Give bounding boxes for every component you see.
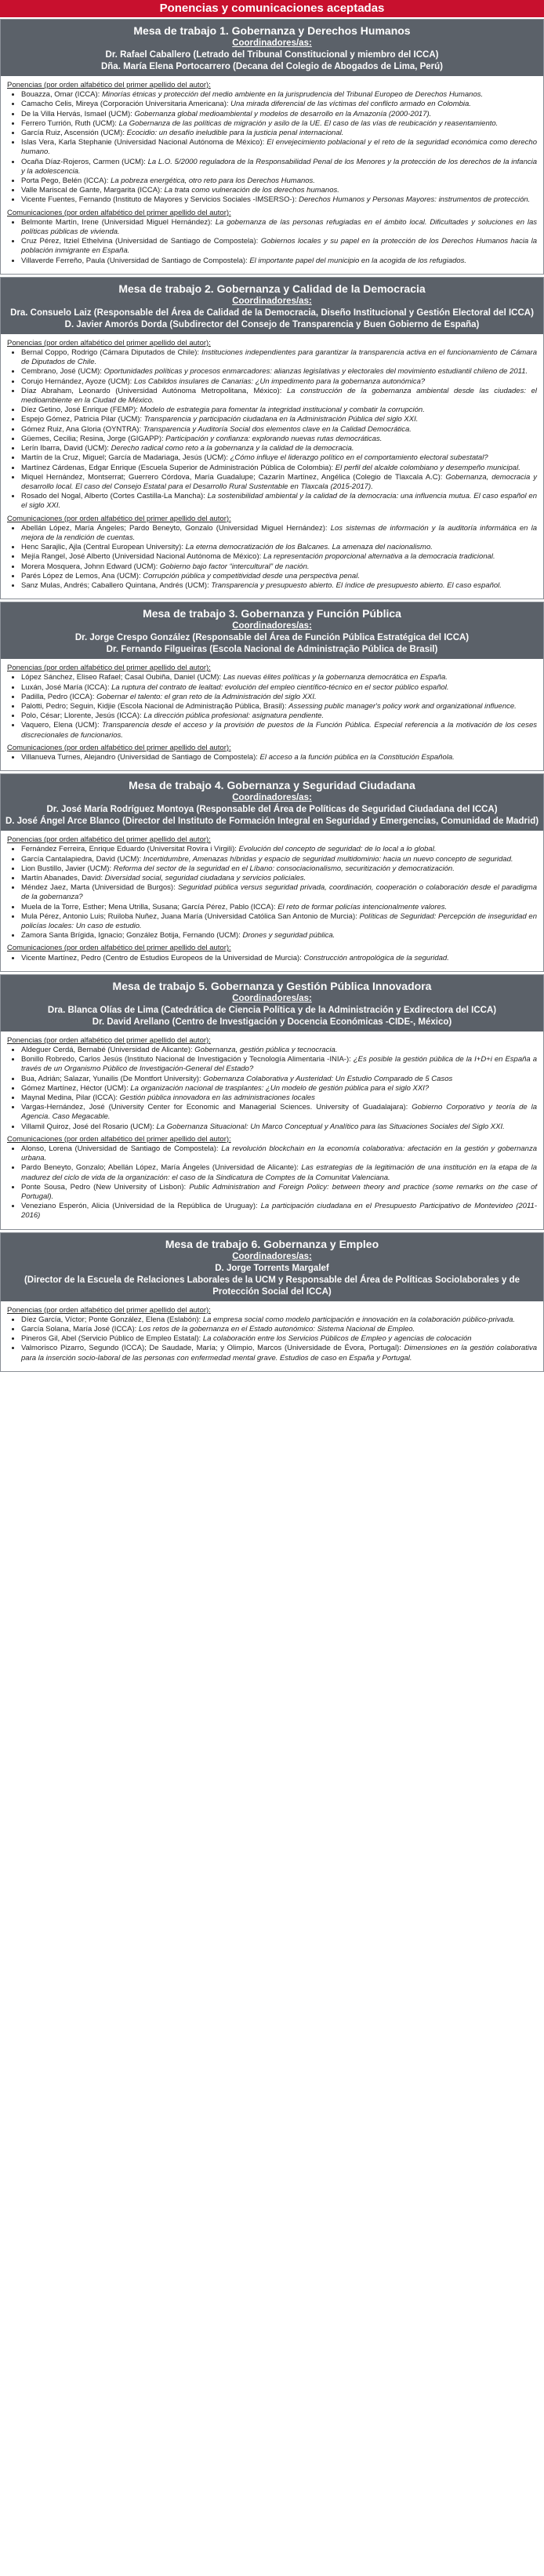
list-item xyxy=(21,158,537,176)
entry-author: Ponte Sousa, Pedro (New University of Lisbon): xyxy=(21,1182,190,1192)
entry-author: Villaverde Ferreño, Paula (Universidad de Santiago de Compostela): xyxy=(21,256,250,265)
ponencias-list xyxy=(7,348,537,511)
entry-author: Mula Pérez, Antonio Luis; Ruiloba Nuñez, Juana María (Universidad Católica San Antonio de Murcia): xyxy=(21,911,360,921)
list-item xyxy=(21,1103,537,1122)
list-item xyxy=(21,367,537,377)
list-item xyxy=(21,721,537,740)
entry-title: Una mirada diferencial de las víctimas del conflicto armado en Colombia. xyxy=(230,100,471,109)
section-header xyxy=(1,774,543,831)
list-item xyxy=(21,543,537,552)
list-item xyxy=(21,1055,537,1074)
list-item xyxy=(21,864,537,874)
list-item xyxy=(21,1334,537,1344)
entry-title: Gobernar el talento: el gran reto de la Administración del siglo XXI. xyxy=(96,692,317,701)
entry-author: García Cantalapiedra, David (UCM): xyxy=(21,854,143,864)
list-item xyxy=(21,1202,537,1221)
entry-title: ¿Es posible la gestión pública de la I+D+i en España a través de un Organismo Público de Investigación-General del Estado? xyxy=(21,1055,537,1074)
entry-author: Cembrano, José (UCM): xyxy=(21,367,104,377)
entry-title: Derecho radical como reto a la gobernanza y la calidad de la democracia. xyxy=(111,444,354,453)
entry-title: El acceso a la función pública en la Constitución Española. xyxy=(259,752,455,762)
comunicaciones-list xyxy=(7,218,537,266)
entry-title: La empresa social como modelo participación e innovación en la colaboración público-privada. xyxy=(202,1315,515,1324)
coordinator: D. Jorge Torrents Margalef xyxy=(215,1263,329,1273)
list-item xyxy=(21,562,537,572)
entry-author: Padilla, Pedro (ICCA): xyxy=(21,692,97,701)
entry-title: Corrupción pública y competitividad desde una perspectiva penal. xyxy=(143,571,360,580)
section-body xyxy=(1,659,543,770)
list-item xyxy=(21,1144,537,1163)
list-item xyxy=(21,912,537,931)
entry-title: Transparencia desde el acceso y la provisión de puestos de la Función Pública. Especial referencia a la motivación de los ceses discrecionales de funcionarios. xyxy=(21,721,537,740)
coordinators-label: Coordinadores/as: xyxy=(232,793,312,803)
entry-author: Gómez Martínez, Héctor (UCM): xyxy=(21,1083,131,1093)
ponencias-label: Ponencias (por orden alfabético del primer apellido del autor): xyxy=(7,1305,211,1315)
ponencias-label: Ponencias (por orden alfabético del primer apellido del autor): xyxy=(7,1035,211,1045)
entry-title: La L.O. 5/2000 reguladora de la Responsabilidad Penal de los Menores y la protección de los derechos de la infancia y la adolescencia. xyxy=(21,157,538,176)
entry-title: Seguridad pública versus seguridad privada, coordinación, cooperación o colaboración desde el paradigma de la gobernanza? xyxy=(21,883,537,902)
section-mesa-6 xyxy=(0,1232,544,1372)
entry-title: Los retos de la gobernanza en el Estado autonómico: Sistema Nacional de Empleo. xyxy=(138,1325,415,1334)
section-title: Mesa de trabajo 6. Gobernanza y Empleo xyxy=(165,1237,379,1250)
entry-author: Vicente Fuentes, Fernando (Instituto de Mayores y Servicios Sociales -IMSERSO-): xyxy=(21,195,299,205)
entry-title: Las nuevas élites políticas y la gobernanza democrática en España. xyxy=(223,673,448,682)
entry-author: Bua, Adrián; Salazar, Yunailis (De Montfort University): xyxy=(21,1074,204,1083)
entry-author: Pineros Gil, Abel (Servicio Público de Empleo Estatal): xyxy=(21,1334,203,1344)
section-body xyxy=(1,831,543,971)
entry-title: Los sistemas de información y la auditoría informática en la mejora de la rendición de cuentas. xyxy=(21,523,538,542)
entry-title: Reforma del sector de la seguridad en el Líbano: consociacionalismo, securitización y democratización. xyxy=(113,864,455,873)
entry-title: Gobernanza, gestión pública y tecnocracia. xyxy=(194,1046,338,1055)
list-item xyxy=(21,1325,537,1334)
coordinators-label: Coordinadores/as: xyxy=(232,1251,312,1261)
entry-title: El importante papel del municipio en la acogida de los refugiados. xyxy=(249,256,467,265)
entry-title: Drones y seguridad pública. xyxy=(242,931,335,941)
entry-author: Sanz Mulas, Andrés; Caballero Quintana, Andrés (UCM): xyxy=(21,580,212,590)
list-item xyxy=(21,1183,537,1202)
entry-title: Construcción antropológica de la seguridad. xyxy=(303,953,449,962)
entry-title: Participación y confianza: explorando nuevas rutas democráticas. xyxy=(165,434,383,443)
coordinator: Dr. José María Rodríguez Montoya (Responsable del Área de Políticas de Seguridad Ciudadana del ICCA) xyxy=(46,805,498,815)
coordinators-label: Coordinadores/as: xyxy=(232,38,312,48)
section-mesa-4 xyxy=(0,773,544,972)
entry-author: De la Villa Hervás, Ismael (UCM): xyxy=(21,109,135,118)
entry-author: Cruz Pérez, Itziel Ethelvina (Universidad de Santiago de Compostela): xyxy=(21,237,261,246)
section-body xyxy=(1,76,543,274)
entry-author: Mejía Rangel, José Alberto (Universidad Nacional Autónoma de México): xyxy=(21,552,263,562)
entry-title: Gobernanza Colaborativa y Austeridad: Un Estudio Comparado de 5 Casos xyxy=(203,1074,453,1083)
comunicaciones-list xyxy=(7,753,537,762)
entry-author: Abellán López, María Ángeles; Pardo Beneyto, Gonzalo (Universidad Miguel Hernández): xyxy=(21,523,331,533)
entry-author: Martín Abanades, David: xyxy=(21,873,105,882)
entry-title: Gobierno Corporativo y teoría de la Agencia. Caso Megacable. xyxy=(21,1103,538,1122)
entry-title: Transparencia y presupuesto abierto. El índice de presupuesto abierto. El caso español. xyxy=(211,580,502,590)
comunicaciones-list xyxy=(7,1144,537,1221)
ponencias-label: Ponencias (por orden alfabético del primer apellido del autor): xyxy=(7,338,211,347)
entry-title: La Gobernanza de las políticas de migración y asilo de la UE. El caso de las vías de reubicación y reasentamiento. xyxy=(118,118,499,128)
entry-title: La gobernanza de las personas refugiadas en el ámbito local. Dificultades y soluciones en las políticas públicas de vivienda. xyxy=(21,217,537,237)
list-item xyxy=(21,1315,537,1325)
entry-author: Bonillo Robredo, Carlos Jesús (Instituto Nacional de Investigación y Tecnología Alimentaria -INIA-): xyxy=(21,1055,354,1064)
entry-title: La revolución blockchain en la economía colaborativa: afectación en la gestión y gobernanza urbana. xyxy=(21,1144,538,1163)
list-item xyxy=(21,473,537,492)
entry-author: Ocaña Díaz-Rojeros, Carmen (UCM): xyxy=(21,157,148,166)
comunicaciones-label: Comunicaciones (por orden alfabético del primer apellido del autor): xyxy=(7,514,231,523)
entry-author: Muela de la Torre, Esther; Mena Utrilla, Susana; García Pérez, Pablo (ICCA): xyxy=(21,902,278,911)
list-item xyxy=(21,711,537,721)
coordinator: Dña. María Elena Portocarrero (Decana del Colegio de Abogados de Lima, Perú) xyxy=(100,62,444,71)
list-item xyxy=(21,753,537,762)
entry-author: Vaquero, Elena (UCM): xyxy=(21,721,102,730)
list-item xyxy=(21,572,537,581)
list-item xyxy=(21,186,537,195)
list-item xyxy=(21,129,537,138)
entry-author: Lion Bustillo, Javier (UCM): xyxy=(21,864,114,873)
entry-title: Políticas de Seguridad: Percepción de inseguridad en policías locales: Un caso de estudio. xyxy=(21,911,537,930)
entry-author: Gómez Ruiz, Ana Gloria (OYNTRA): xyxy=(21,424,143,434)
entry-title: La participación ciudadana en el Presupuesto Participativo de Montevideo (2011-2016) xyxy=(21,1202,537,1221)
list-item xyxy=(21,524,537,543)
coordinator: D. Javier Amorós Dorda (Subdirector del Consejo de Transparencia y Buen Gobierno de España) xyxy=(64,319,480,329)
entry-title: Transparencia y participación ciudadana en la Administración Pública del siglo XXI. xyxy=(143,415,419,424)
list-item xyxy=(21,1122,537,1132)
entry-title: Transparencia y Auditoría Social dos elementos clave en la Calidad Democrática. xyxy=(143,424,412,434)
entry-title: Gobernanza global medioambiental y modelos de desarrollo en la Amazonía (2000-2017). xyxy=(134,109,432,118)
list-item xyxy=(21,453,537,463)
entry-author: Güemes, Cecilia; Resina, Jorge (GIGAPP): xyxy=(21,434,166,443)
coordinator: Dra. Consuelo Laiz (Responsable del Área de Calidad de la Democracia, Diseño Institucional y Gestión Electoral del ICCA) xyxy=(10,307,534,318)
entry-author: Bernal Coppo, Rodrigo (Cámara Diputados de Chile): xyxy=(21,348,202,358)
entry-title: La pobreza energética, otro reto para los Derechos Humanos. xyxy=(111,176,315,186)
entry-author: Valle Mariscal de Gante, Margarita (ICCA): xyxy=(21,186,165,195)
list-item xyxy=(21,464,537,473)
entry-title: La Gobernanza Situacional: Un Marco Conceptual y Analítico para las Situaciones Sociales del Siglo XXI. xyxy=(156,1122,505,1131)
list-item xyxy=(21,406,537,415)
list-item xyxy=(21,387,537,406)
list-item xyxy=(21,195,537,205)
ponencias-list xyxy=(7,90,537,205)
entry-title: La trata como vulneración de los derechos humanos. xyxy=(164,186,339,195)
section-mesa-5 xyxy=(0,974,544,1230)
section-body xyxy=(1,334,543,599)
list-item xyxy=(21,492,537,511)
section-header xyxy=(1,278,543,334)
list-item xyxy=(21,237,537,256)
ponencias-label: Ponencias (por orden alfabético del primer apellido del autor): xyxy=(7,81,211,89)
ponencias-list xyxy=(7,673,537,740)
entry-title: Oportunidades políticas y procesos enmarcadores: alianzas legislativas y electorales del movimiento estudiantil chileno de 2011. xyxy=(103,367,528,377)
list-item xyxy=(21,883,537,902)
list-item xyxy=(21,444,537,453)
section-header xyxy=(1,20,543,76)
entry-author: Rosado del Nogal, Alberto (Cortes Castilla-La Mancha): xyxy=(21,492,208,501)
entry-title: Assessing public manager's policy work and organizational influence. xyxy=(288,701,517,711)
list-item xyxy=(21,673,537,682)
list-item xyxy=(21,903,537,912)
list-item xyxy=(21,1093,537,1103)
section-title: Mesa de trabajo 4. Gobernanza y Seguridad Ciudadana xyxy=(129,779,415,792)
list-item xyxy=(21,415,537,424)
coordinator: Dr. David Arellano (Centro de Investigación y Docencia Económicas -CIDE-, México) xyxy=(92,1017,452,1027)
list-item xyxy=(21,176,537,186)
entry-title: Gobernanza, democracia y desarrollo local. El caso del Consejo Estatal para el Desarrollo Rural Sustentable en Tlaxcala (2015-2017). xyxy=(21,472,537,491)
coordinator: Dra. Blanca Olías de Lima (Catedrática de Ciencia Política y de la Administración y Exdirectora del ICCA) xyxy=(47,1005,497,1015)
section-body xyxy=(1,1031,543,1229)
list-item xyxy=(21,683,537,693)
entry-title: Derechos Humanos y Personas Mayores: instrumentos de protección. xyxy=(299,195,531,205)
list-item xyxy=(21,1344,537,1363)
list-item xyxy=(21,100,537,109)
entry-author: Veneziano Esperón, Alicia (Universidad de la República de Uruguay): xyxy=(21,1202,261,1211)
section-body xyxy=(1,1301,543,1371)
entry-title: Minorías étnicas y protección del medio ambiente en la jurisprudencia del Tribunal Europeo de Derechos Humanos. xyxy=(101,90,484,100)
entry-title: Los Cabildos insulares de Canarias: ¿Un impedimento para la gobernanza autonómica? xyxy=(133,377,426,386)
entry-author: Islas Vera, Karla Stephanie (Universidad Nacional Autónoma de México): xyxy=(21,138,267,147)
comunicaciones-list xyxy=(7,524,537,591)
entry-title: La eterna democratización de los Balcanes. La amenaza del nacionalismo. xyxy=(185,543,433,552)
entry-author: Morera Mosquera, Johnn Edward (UCM): xyxy=(21,562,160,571)
list-item xyxy=(21,90,537,100)
entry-author: Henc Sarajlic, Ajla (Central European University): xyxy=(21,543,186,552)
section-header xyxy=(1,1233,543,1301)
section-mesa-3 xyxy=(0,602,544,771)
entry-title: La construcción de la gobernanza ambiental desde las ciudades: el medioambiente en la Ciudad de México. xyxy=(21,386,537,406)
entry-author: Vargas-Hernández, José (University Center for Economic and Managerial Sciences. University of Guadalajara): xyxy=(21,1103,412,1112)
ponencias-list xyxy=(7,1046,537,1132)
list-item xyxy=(21,110,537,119)
coordinator: (Director de la Escuela de Relaciones Laborales de la UCM y Responsable del Área de Políticas Sociolaborales y de Protección Social del ICCA) xyxy=(24,1275,520,1297)
entry-author: Villanueva Turnes, Alejandro (Universidad de Santiago de Compostela): xyxy=(21,752,260,762)
entry-author: Valmorisco Pizarro, Segundo (ICCA); De Saudade, María; y Olimpio, Marcos (Universidade de Évora, Portugal): xyxy=(21,1344,404,1353)
entry-author: Lerín Ibarra, David (UCM): xyxy=(21,444,111,453)
ponencias-list xyxy=(7,1315,537,1363)
entry-title: El perfil del alcalde colombiano y desempeño municipal. xyxy=(335,463,520,472)
entry-author: García Ruiz, Ascensión (UCM): xyxy=(21,129,127,138)
entry-title: La representación proporcional alternativa a la democracia tradicional. xyxy=(263,552,495,562)
entry-author: Zamora Santa Brígida, Ignacio; González Botija, Fernando (UCM): xyxy=(21,931,243,941)
entry-title: El reto de formar policías intencionalmente valores. xyxy=(277,902,448,911)
list-item xyxy=(21,931,537,941)
coordinator: Dr. Rafael Caballero (Letrado del Tribunal Constitucional y miembro del ICCA) xyxy=(105,50,439,60)
comunicaciones-label: Comunicaciones (por orden alfabético del primer apellido del autor): xyxy=(7,208,231,217)
list-item xyxy=(21,1075,537,1084)
entry-title: La ruptura del contrato de lealtad: evolución del empleo científico-técnico en el sector público español. xyxy=(111,682,449,692)
comunicaciones-label: Comunicaciones (por orden alfabético del primer apellido del autor): xyxy=(7,944,231,953)
entry-author: Díaz Abraham, Leonardo (Universidad Autónoma Metropolitana, México): xyxy=(21,386,287,395)
entry-title: La colaboración entre los Servicios Públicos de Empleo y agencias de colocación xyxy=(202,1334,472,1344)
list-item xyxy=(21,119,537,129)
entry-author: Belmonte Martín, Irene (Universidad Miguel Hernández): xyxy=(21,217,216,227)
section-title: Mesa de trabajo 1. Gobernanza y Derechos Humanos xyxy=(133,24,411,37)
section-header xyxy=(1,975,543,1031)
entry-title: ¿Cómo influye el liderazgo político en el comportamiento electoral subestatal? xyxy=(230,453,488,463)
entry-author: Díez García, Víctor; Ponte González, Elena (Eslabón): xyxy=(21,1315,203,1324)
coordinators-label: Coordinadores/as: xyxy=(232,621,312,631)
entry-author: Martínez Cárdenas, Edgar Enrique (Escuela Superior de Administración Pública de Colombia): xyxy=(21,463,335,472)
entry-title: La dirección pública profesional: asignatura pendiente. xyxy=(143,711,325,721)
entry-title: El envejecimiento poblacional y el reto de la seguridad económica como derecho humano. xyxy=(21,138,537,157)
list-item xyxy=(21,1084,537,1093)
coordinators-label: Coordinadores/as: xyxy=(232,993,312,1003)
entry-title: Las estrategias de la legitimación de una institución en la etapa de la madurez del ciclo de vida de la organización: el caso de la Sindicatura de Comptes de la Comunitat Valenciana. xyxy=(21,1163,537,1182)
section-title: Mesa de trabajo 2. Gobernanza y Calidad de la Democracia xyxy=(118,282,426,295)
list-item xyxy=(21,1163,537,1182)
entry-title: Modelo de estrategia para fomentar la integridad institucional y combatir la corrupción. xyxy=(140,406,425,415)
entry-author: Martín de la Cruz, Miguel; García de Madariaga, Jesús (UCM): xyxy=(21,453,230,463)
entry-author: Ferrero Turrión, Ruth (UCM): xyxy=(21,118,119,128)
entry-title: Ecocidio: un desafío ineludible para la justicia penal internacional. xyxy=(126,129,344,138)
entry-author: Fernández Ferreira, Enrique Eduardo (Universitat Rovira i Virgili): xyxy=(21,845,239,854)
entry-author: Alonso, Lorena (Universidad de Santiago de Compostela): xyxy=(21,1144,222,1154)
section-mesa-2 xyxy=(0,277,544,599)
entry-title: Incertidumbre, Amenazas híbridas y espacio de seguridad multidominio: hacia un nuevo concepto de seguridad. xyxy=(143,854,513,864)
list-item xyxy=(21,874,537,883)
sections-container xyxy=(0,19,544,1372)
section-title: Mesa de trabajo 3. Gobernanza y Función Pública xyxy=(143,607,401,620)
coordinators-label: Coordinadores/as: xyxy=(232,296,312,306)
list-item xyxy=(21,1046,537,1055)
entry-author: Camacho Celis, Mireya (Corporación Universitaria Americana): xyxy=(21,100,231,109)
list-item xyxy=(21,377,537,387)
entry-author: Espejo Gómez, Patricia Pilar (UCM): xyxy=(21,415,144,424)
list-item xyxy=(21,138,537,157)
list-item xyxy=(21,693,537,702)
entry-title: La sostenibilidad ambiental y la calidad de la democracia: una influencia mutua. El caso español en el siglo XXI. xyxy=(21,492,538,511)
comunicaciones-list xyxy=(7,954,537,963)
entry-author: Parés López de Lemos, Ana (UCM): xyxy=(21,571,143,580)
entry-title: Instituciones independientes para garantizar la transparencia activa en el funcionamiento de Cámara de Diputados de Chile. xyxy=(21,348,537,367)
ponencias-list xyxy=(7,845,537,941)
coordinator: Dr. Fernando Filgueiras (Escola Nacional de Administração Pública de Brasil) xyxy=(106,645,438,655)
list-item xyxy=(21,855,537,864)
list-item xyxy=(21,954,537,963)
comunicaciones-label: Comunicaciones (por orden alfabético del primer apellido del autor): xyxy=(7,743,231,752)
entry-author: Méndez Jaez, Marta (Universidad de Burgos): xyxy=(21,883,178,893)
entry-author: Díez Getino, José Enrique (FEMP): xyxy=(21,406,140,415)
entry-title: Dimensiones en la gestión colaborativa para la inserción socio-laboral de las personas con enfermedad mental grave. Estudios de caso en España y Portugal. xyxy=(21,1344,538,1363)
entry-title: Gobierno bajo factor “intercultural” de nación. xyxy=(159,562,310,571)
comunicaciones-label: Comunicaciones (por orden alfabético del primer apellido del autor): xyxy=(7,1134,231,1144)
list-item xyxy=(21,702,537,711)
entry-author: Pardo Beneyto, Gonzalo; Abellán López, María Ángeles (Universidad de Alicante): xyxy=(21,1163,302,1173)
list-item xyxy=(21,552,537,562)
coordinator: D. José Ángel Arce Blanco (Director del Instituto de Formación Integral en Seguridad y Emergencias, Comunidad de Madrid) xyxy=(5,817,539,827)
section-mesa-1 xyxy=(0,19,544,275)
list-item xyxy=(21,218,537,237)
entry-author: Corujo Hernández, Ayoze (UCM): xyxy=(21,377,134,386)
entry-title: Public Administration and Foreign Policy: between theory and practice (some remarks on the case of Portugal). xyxy=(21,1182,537,1202)
list-item xyxy=(21,581,537,591)
entry-author: Aldeguer Cerdá, Bernabé (Universidad de Alicante): xyxy=(21,1046,195,1055)
list-item xyxy=(21,257,537,266)
section-title: Mesa de trabajo 5. Gobernanza y Gestión Pública Innovadora xyxy=(112,979,432,992)
entry-author: López Sánchez, Eliseo Rafael; Casal Oubiña, Daniel (UCM): xyxy=(21,673,223,682)
entry-title: La organización nacional de trasplantes: ¿Un modelo de gestión pública para el siglo XXI? xyxy=(130,1083,430,1093)
entry-author: Villamil Quiroz, José del Rosario (UCM): xyxy=(21,1122,157,1131)
entry-author: Maynal Medina, Pilar (ICCA): xyxy=(21,1093,120,1103)
page-title: Ponencias y comunicaciones aceptadas xyxy=(0,0,544,17)
entry-title: Gobiernos locales y su papel en la protección de los Derechos Humanos hacia la población inmigrante en España. xyxy=(21,237,537,256)
ponencias-label: Ponencias (por orden alfabético del primer apellido del autor): xyxy=(7,835,211,845)
entry-author: Miquel Hernández, Montserrat; Guerrero Córdova, María Guadalupe; Cazarín Martínez, Angélica (Colegio de Tlaxcala A.C): xyxy=(21,472,446,482)
entry-title: Diversidad social, seguridad ciudadana y servicios policiales. xyxy=(104,873,306,882)
entry-author: Palotti, Pedro; Seguin, Kidjie (Escola Nacional de Administração Pública, Brasil): xyxy=(21,701,289,711)
entry-title: Gestión pública innovadora en las administraciones locales xyxy=(119,1093,315,1103)
list-item xyxy=(21,348,537,367)
entry-author: Luxán, José María (ICCA): xyxy=(21,682,112,692)
entry-author: Porta Pego, Belén (ICCA): xyxy=(21,176,111,186)
entry-author: García Solana, María José (ICCA): xyxy=(21,1325,139,1334)
ponencias-label: Ponencias (por orden alfabético del primer apellido del autor): xyxy=(7,664,211,673)
list-item xyxy=(21,435,537,444)
entry-title: Evolución del concepto de seguridad: de lo local a lo global. xyxy=(238,845,437,854)
list-item xyxy=(21,425,537,435)
entry-author: Polo, César; Llorente, Jesús (ICCA): xyxy=(21,711,144,721)
coordinator: Dr. Jorge Crespo González (Responsable del Área de Función Pública Estratégica del ICCA) xyxy=(74,633,470,643)
entry-author: Vicente Martínez, Pedro (Centro de Estudios Europeos de la Universidad de Murcia): xyxy=(21,953,304,962)
entry-author: Bouazza, Omar (ICCA): xyxy=(21,90,102,100)
list-item xyxy=(21,845,537,854)
section-header xyxy=(1,602,543,659)
